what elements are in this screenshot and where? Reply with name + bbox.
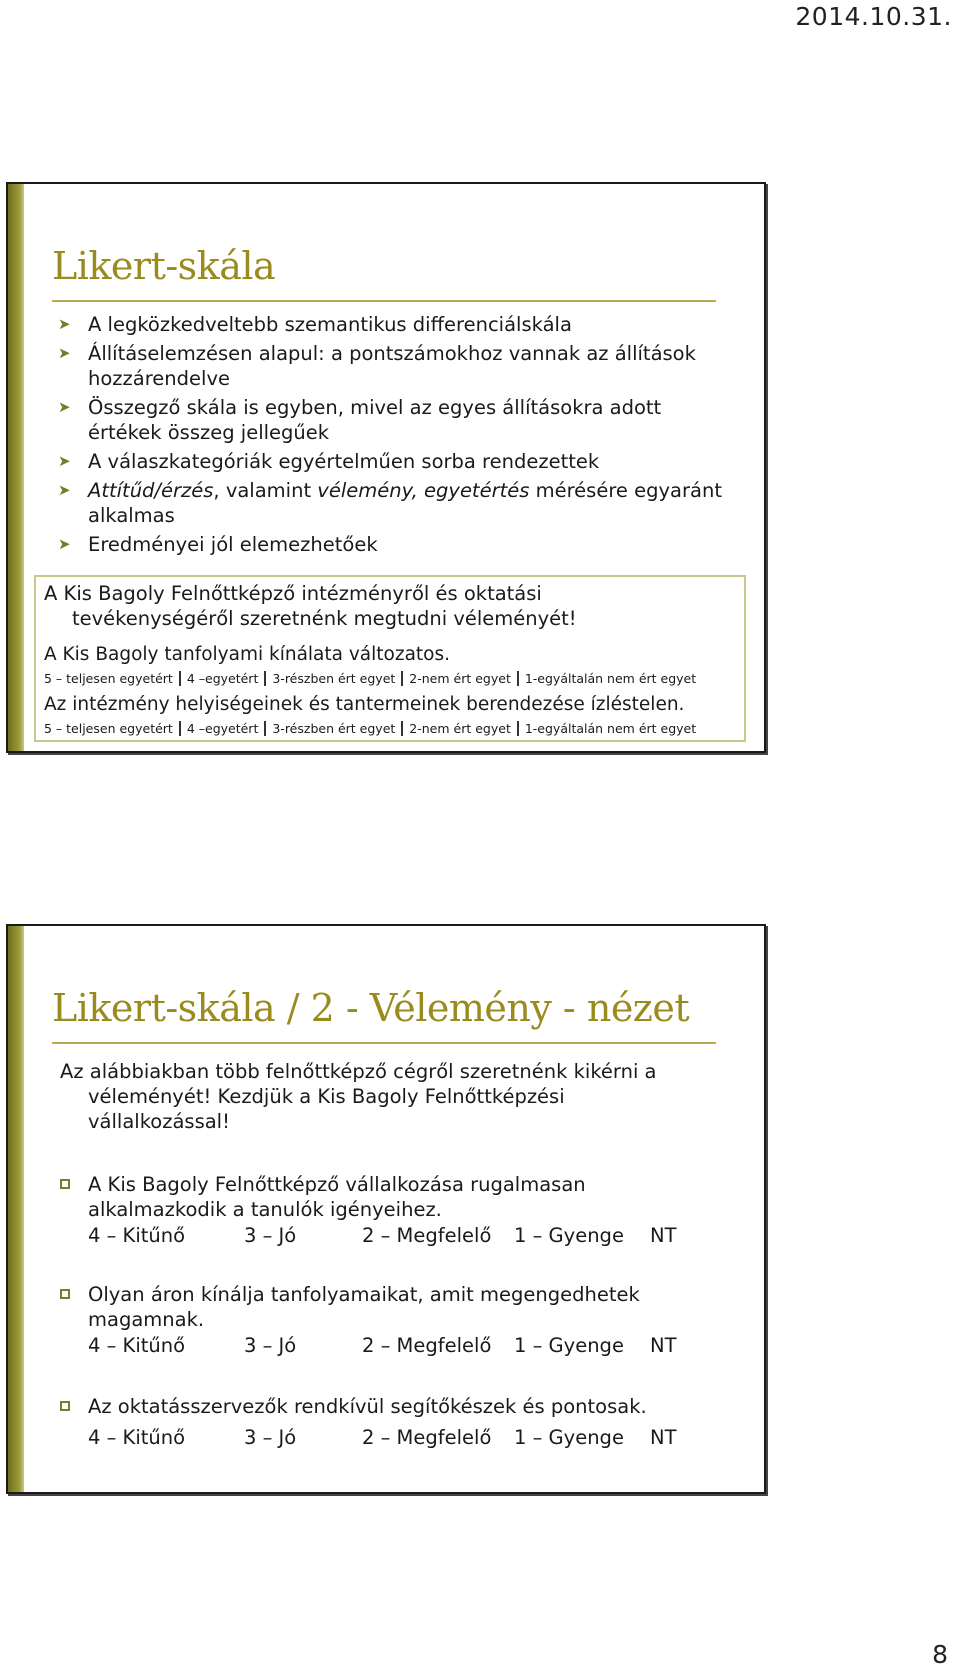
- bullet-item: ➤ Attítűd/érzés, valamint vélemény, egyetértés mérésére egyaránt alkalmas: [58, 479, 722, 527]
- survey-scale-1: 5 – teljesen egyetért 4 –egyetért 3-részben ért egyet 2-nem ért egyet 1-egyáltalán nem ért egyet: [44, 671, 697, 686]
- survey-question-2: Az intézmény helyiségeinek és tantermeinek berendezése ízléstelen.: [44, 694, 685, 715]
- slide-likert-scale-opinion: [6, 924, 766, 1494]
- arrow-bullet-icon: ➤: [58, 481, 71, 499]
- opinion-item: A Kis Bagoly Felnőttképző vállalkozása rugalmasan alkalmazkodik a tanulók igényeihez. 4 – Kitűnő 3 – Jó 2 – Megfelelő 1 – Gyenge NT: [60, 1172, 740, 1248]
- opinion-item: Az oktatásszervezők rendkívül segítőkészek és pontosak. 4 – Kitűnő 3 – Jó 2 – Megfelelő 1 – Gyenge NT: [60, 1394, 740, 1450]
- bullet-item: ➤ Összegző skála is egyben, mivel az egyes állításokra adott értékek összeg jellegűek: [58, 396, 662, 444]
- bullet-list: [54, 312, 734, 561]
- title-divider: [52, 300, 716, 302]
- slide-title: Likert-skála: [52, 244, 276, 288]
- survey-intro: A Kis Bagoly Felnőttképző intézményről és oktatási tevékenységéről szeretnénk megtudni véleményét!: [44, 582, 577, 630]
- arrow-bullet-icon: ➤: [58, 535, 71, 553]
- opinion-intro: Az alábbiakban több felnőttképző cégről szeretnénk kikérni a véleményét! Kezdjük a Kis Bagoly Felnőttképzési vállalkozással!: [60, 1060, 657, 1133]
- opinion-item: Olyan áron kínálja tanfolyamaikat, amit megengedhetek magamnak. 4 – Kitűnő 3 – Jó 2 – Megfelelő 1 – Gyenge NT: [60, 1282, 740, 1358]
- square-bullet-icon: [60, 1179, 70, 1189]
- rating-scale: 4 – Kitűnő 3 – Jó 2 – Megfelelő 1 – Gyenge NT: [88, 1224, 677, 1247]
- page-number: 8: [932, 1640, 948, 1669]
- bullet-item: ➤ Eredményei jól elemezhetőek: [58, 533, 378, 556]
- square-bullet-icon: [60, 1401, 70, 1411]
- slide-accent-bar: [8, 926, 24, 1492]
- survey-question-1: A Kis Bagoly tanfolyami kínálata változatos.: [44, 644, 450, 665]
- bullet-item: ➤ A válaszkategóriák egyértelműen sorba rendezettek: [58, 450, 600, 473]
- slide-accent-bar: [8, 184, 24, 751]
- arrow-bullet-icon: ➤: [58, 452, 71, 470]
- rating-scale: 4 – Kitűnő 3 – Jó 2 – Megfelelő 1 – Gyenge NT: [88, 1426, 677, 1449]
- arrow-bullet-icon: ➤: [58, 344, 71, 362]
- slide-title: Likert-skála / 2 - Vélemény - nézet: [52, 986, 690, 1030]
- survey-scale-2: 5 – teljesen egyetért 4 –egyetért 3-részben ért egyet 2-nem ért egyet 1-egyáltalán nem ért egyet: [44, 721, 697, 736]
- square-bullet-icon: [60, 1289, 70, 1299]
- arrow-bullet-icon: ➤: [58, 398, 71, 416]
- slide-likert-scale: [6, 182, 766, 753]
- rating-scale: 4 – Kitűnő 3 – Jó 2 – Megfelelő 1 – Gyenge NT: [88, 1334, 677, 1357]
- page-date: 2014.10.31.: [795, 2, 952, 31]
- opinion-items: [60, 1172, 740, 1450]
- bullet-item: ➤ Állításelemzésen alapul: a pontszámokhoz vannak az állítások hozzárendelve: [58, 342, 696, 390]
- arrow-bullet-icon: ➤: [58, 315, 71, 333]
- title-divider: [52, 1042, 716, 1044]
- survey-example-box: [34, 575, 746, 742]
- bullet-item: ➤ A legközkedveltebb szemantikus differenciálskála: [58, 313, 572, 336]
